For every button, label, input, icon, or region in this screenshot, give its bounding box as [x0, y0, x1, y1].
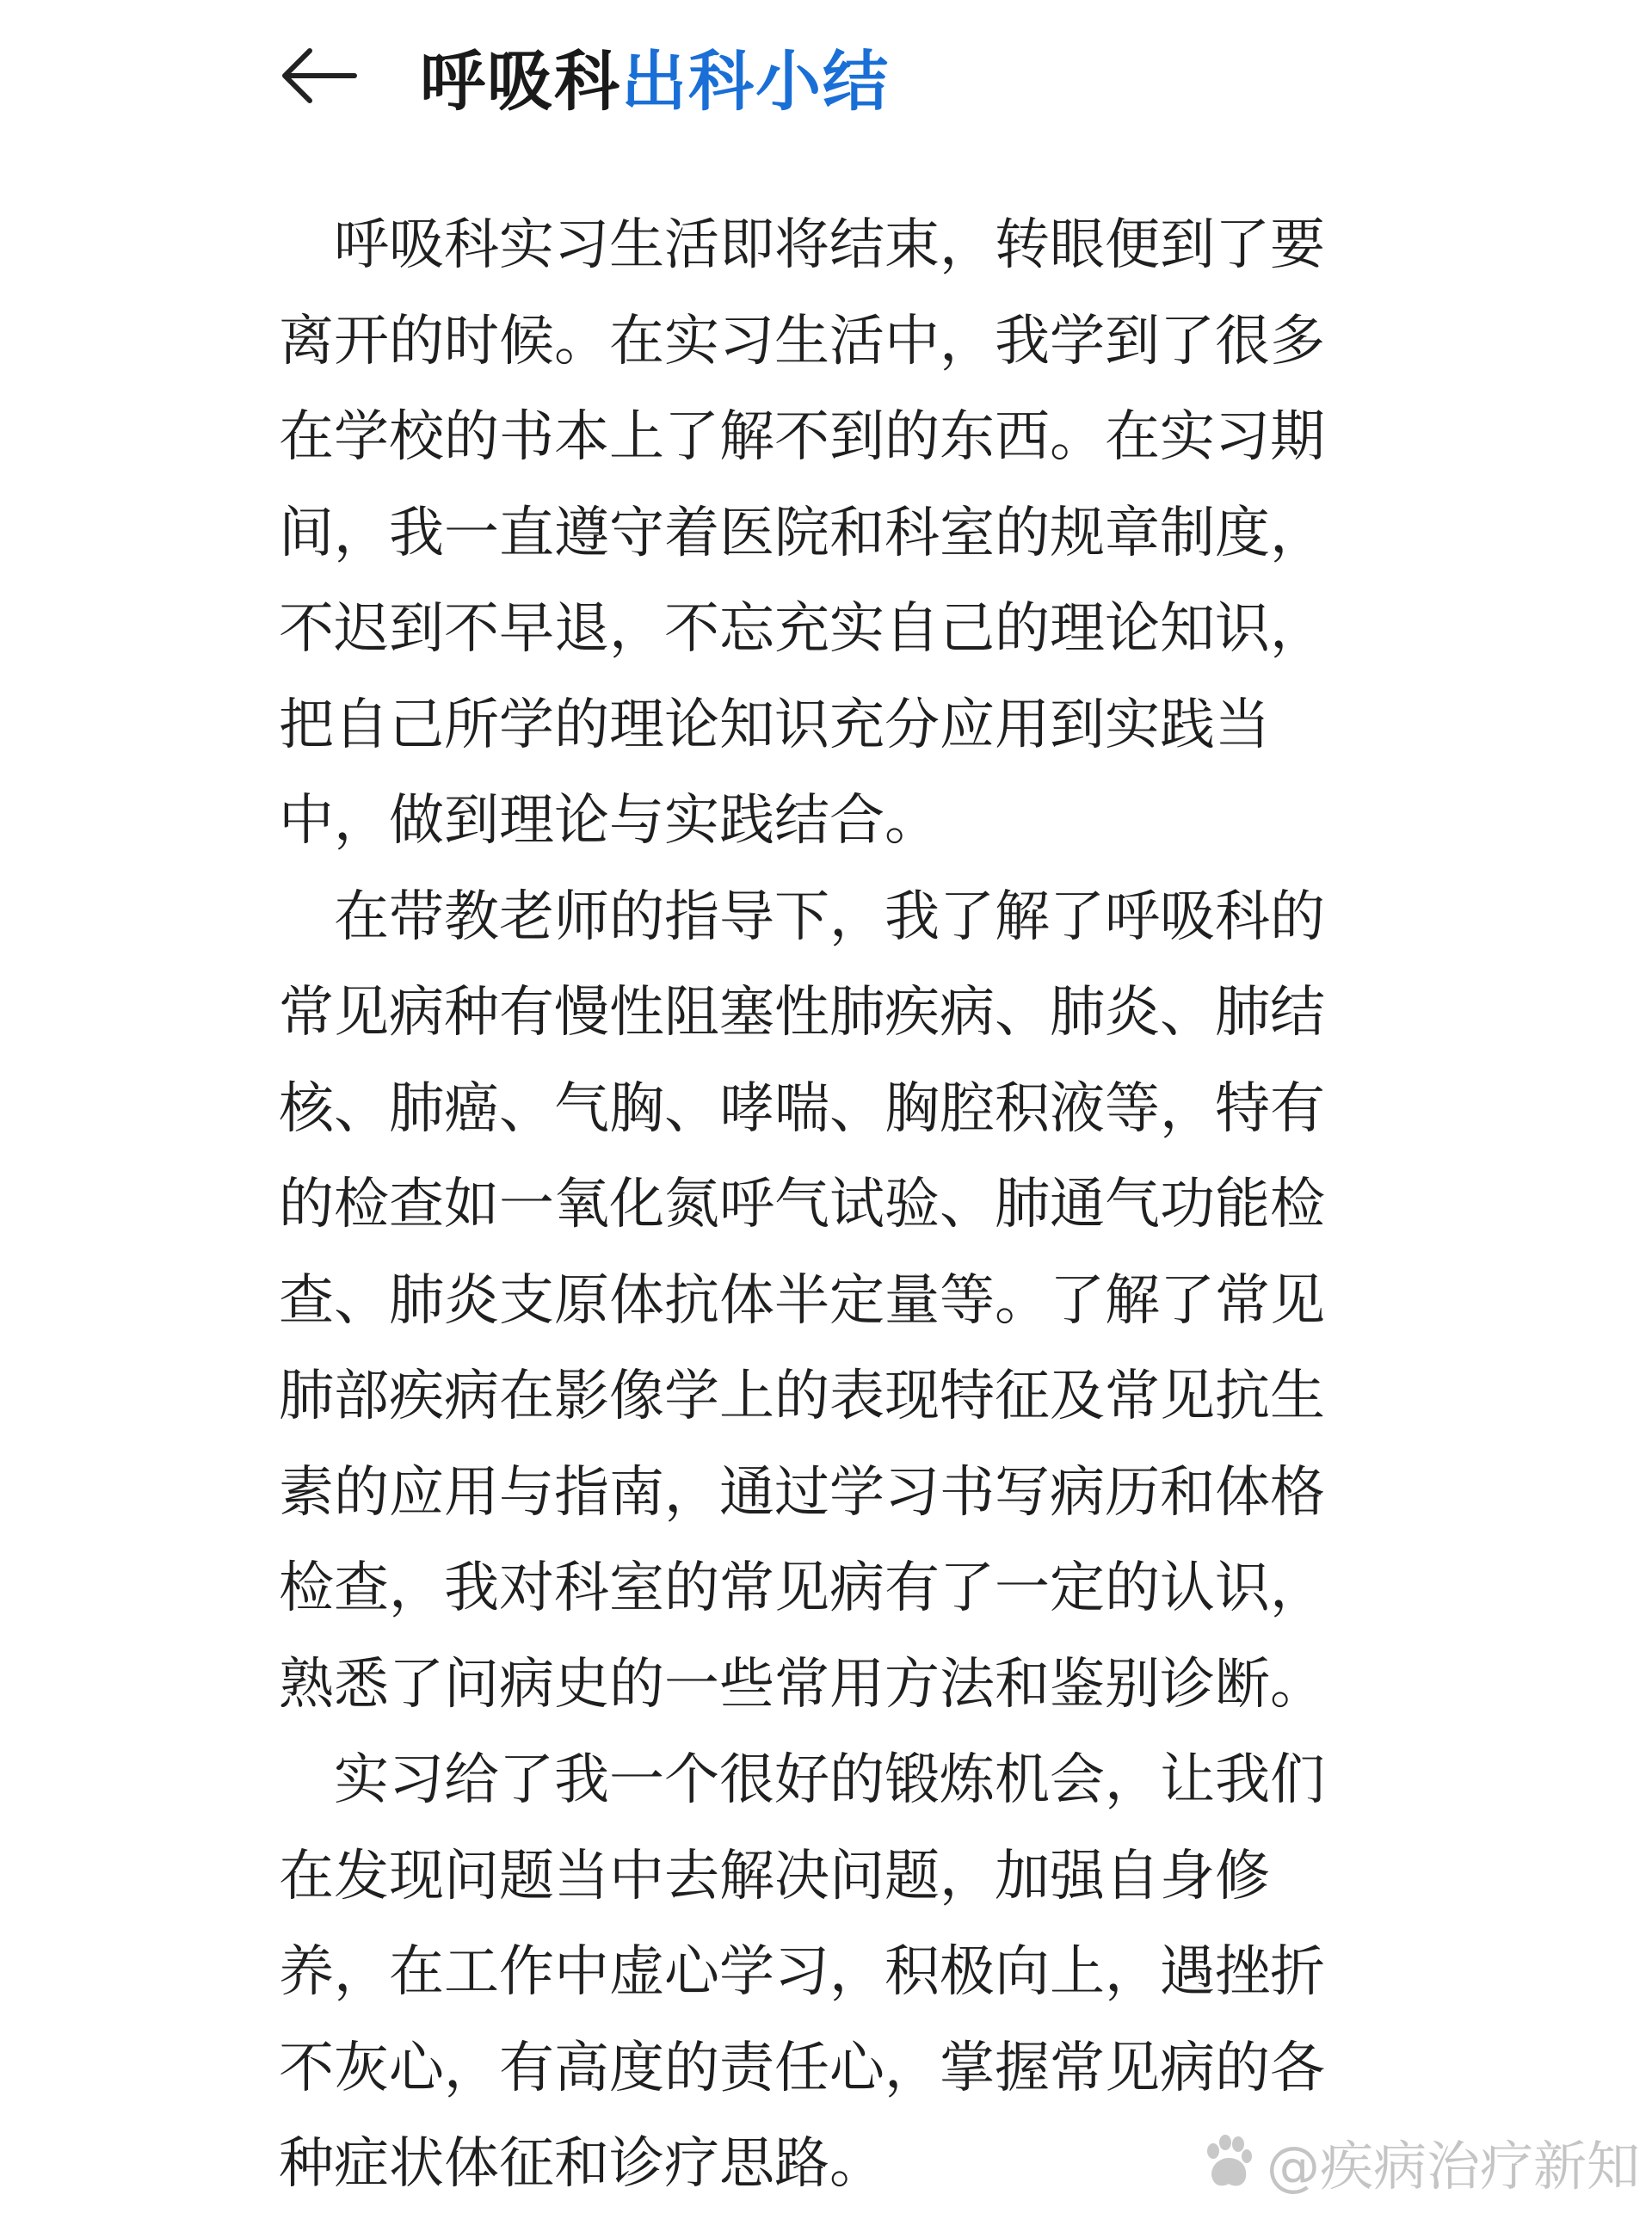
header-bar: [277, 24, 890, 127]
arrow-left-icon: [279, 46, 358, 106]
paragraph-3: 实习给了我一个很好的锻炼机会，让我们在发现问题当中去解决问题，加强自身修养，在工作中虚心学习，积极向上，遇挫折不灰心，有高度的责任心，掌握常见病的各种症状体征和诊疗思路。: [279, 1748, 1325, 2196]
title-highlight: 出科小结: [621, 42, 890, 120]
watermark: [1198, 2124, 1640, 2200]
paragraph-1: 呼吸科实习生活即将结束，转眼便到了要离开的时候。在实习生活中，我学到了很多在学校的书本上了解不到的东西。在实习期间，我一直遵守着医院和科室的规章制度，不迟到不早退，不忘充实自己的理论知识，把自己所学的理论知识充分应用到实践当中，做到理论与实践结合。: [279, 213, 1325, 853]
title-plain: 呼吸科: [420, 42, 621, 120]
article-body: [279, 198, 1363, 2213]
watermark-text: @疾病治疗新知: [1266, 2135, 1640, 2198]
back-button[interactable]: [277, 34, 360, 117]
page-title: [420, 29, 890, 123]
paragraph-2: 在带教老师的指导下，我了解了呼吸科的常见病种有慢性阻塞性肺疾病、肺炎、肺结核、肺癌、气胸、哮喘、胸腔积液等，特有的检查如一氧化氮呼气试验、肺通气功能检查、肺炎支原体抗体半定量等。了解了常见肺部疾病在影像学上的表现特征及常见抗生素的应用与指南，通过学习书写病历和体格检查，我对科室的常见病有了一定的认识，熟悉了问病史的一些常用方法和鉴别诊断。: [279, 885, 1325, 1717]
paw-logo-icon: [1198, 2132, 1258, 2192]
